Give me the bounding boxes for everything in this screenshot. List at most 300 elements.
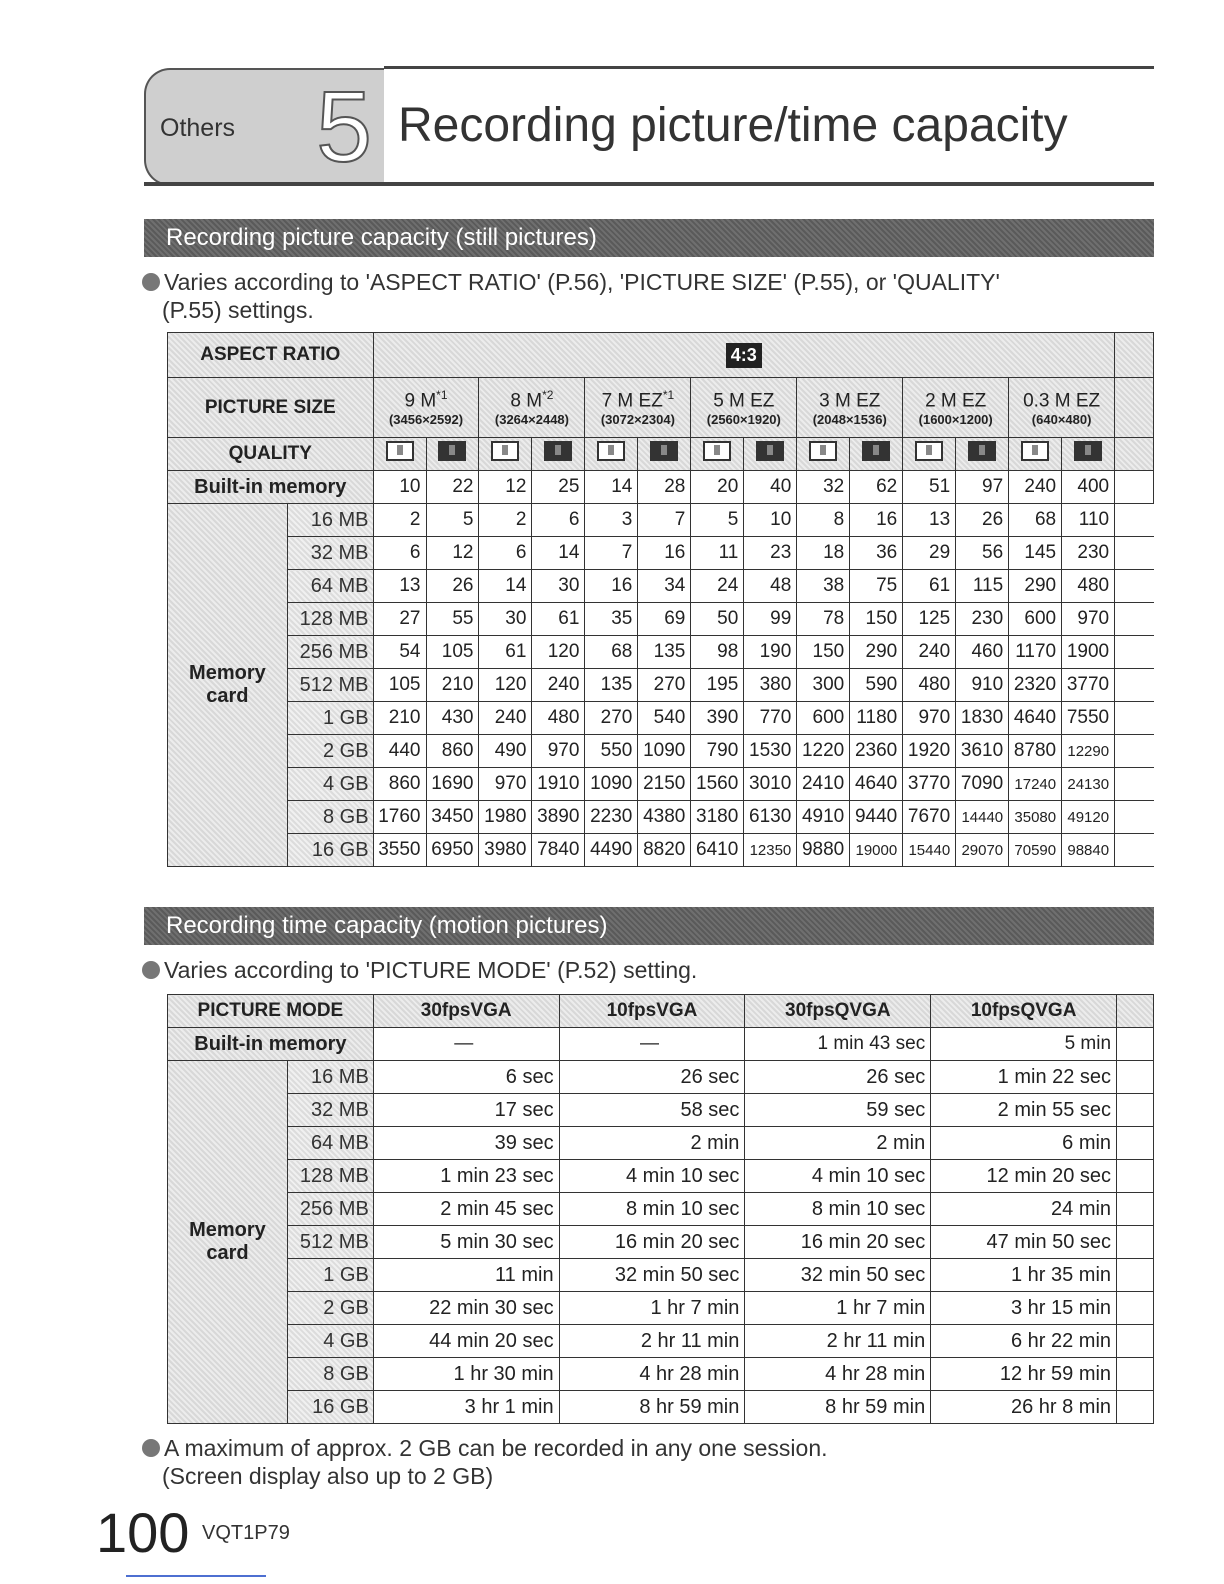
section-number: 5 [316,71,372,183]
capacity-value: 3180 [691,801,744,834]
capacity-value: 1220 [797,735,850,768]
quality-cell [638,438,691,471]
capacity-value: 14 [585,471,638,504]
picture-size-note: *2 [542,387,554,402]
time-value: 6 sec [373,1061,559,1094]
capacity-value: 38 [797,570,850,603]
time-value: 59 sec [745,1094,931,1127]
card-size: 64 MB [287,570,373,603]
capacity-value: 970 [532,735,585,768]
picture-size-note: *1 [662,387,675,402]
card-size: 4 GB [287,1325,373,1358]
capacity-value: 1530 [744,735,797,768]
capacity-value: 29 [903,537,956,570]
time-value: 12 min 20 sec [931,1160,1117,1193]
capacity-value: 35 [585,603,638,636]
capacity-value: 28 [638,471,691,504]
picture-size-note: *1 [436,387,448,402]
capacity-value: 17240 [1009,768,1062,801]
blank-cell [1115,702,1154,735]
blank-cell [1117,995,1154,1028]
footer-rule [126,1575,266,1577]
blank-cell [1115,603,1154,636]
capacity-value: 2320 [1009,669,1062,702]
blank-cell [1117,1160,1154,1193]
blank-cell [1115,735,1154,768]
capacity-value: 9880 [797,834,850,867]
capacity-value: 35080 [1009,801,1062,834]
capacity-value: 1560 [691,768,744,801]
picture-mode-1: 10fpsVGA [559,995,745,1028]
card-size: 1 GB [287,1259,373,1292]
capacity-value: 98840 [1062,834,1115,867]
capacity-value: 3010 [744,768,797,801]
capacity-value: 36 [850,537,903,570]
capacity-value: 3610 [956,735,1009,768]
still-section-band: Recording picture capacity (still pictures) [144,219,1154,257]
quality-cell [903,438,956,471]
picture-mode-0: 30fpsVGA [373,995,559,1028]
quality-standard-icon [968,441,996,461]
capacity-value: 56 [956,537,1009,570]
blank-cell [1117,1358,1154,1391]
card-size: 1 GB [287,702,373,735]
card-size: 32 MB [287,537,373,570]
capacity-value: 29070 [956,834,1009,867]
capacity-value: 3 [585,504,638,537]
capacity-value: 6410 [691,834,744,867]
capacity-value: 210 [426,669,479,702]
capacity-value: 13 [903,504,956,537]
quality-cell [691,438,744,471]
capacity-value: 6950 [426,834,479,867]
memory-card-label-line1: Memory [189,1219,266,1241]
capacity-value: 970 [1062,603,1115,636]
builtin-memory-row [168,1028,1154,1061]
capacity-value: 390 [691,702,744,735]
picture-size-name: 0.3 M EZ [1023,390,1101,412]
capacity-value: 12350 [744,834,797,867]
memory-card-row [168,537,1154,570]
quality-standard-icon [862,441,890,461]
quality-cell [479,438,532,471]
picture-size-row [168,378,1154,438]
capacity-value: 69 [638,603,691,636]
capacity-value: 2150 [638,768,691,801]
time-value: 8 hr 59 min [745,1391,931,1424]
capacity-value: 770 [744,702,797,735]
time-value: 4 min 10 sec [745,1160,931,1193]
quality-standard-icon [544,441,572,461]
capacity-value: 25 [532,471,585,504]
capacity-value: 3890 [532,801,585,834]
capacity-value: 4380 [638,801,691,834]
capacity-value: 2360 [850,735,903,768]
capacity-value: 105 [373,669,426,702]
card-size: 512 MB [287,1226,373,1259]
capacity-value: 8820 [638,834,691,867]
capacity-value: 50 [691,603,744,636]
picture-mode-3: 10fpsQVGA [931,995,1117,1028]
time-value: 26 sec [745,1061,931,1094]
capacity-value: 110 [1062,504,1115,537]
memory-card-row [168,735,1154,768]
memory-card-label-line2: card [206,685,249,707]
memory-card-row [168,834,1154,867]
blank-cell [1117,1391,1154,1424]
blank-cell [1115,537,1154,570]
memory-card-label [168,1061,288,1424]
capacity-value: 1170 [1009,636,1062,669]
capacity-value: 24 [691,570,744,603]
quality-fine-icon [1021,441,1049,461]
capacity-value: 600 [797,702,850,735]
capacity-value: 2 [479,504,532,537]
quality-cell [532,438,585,471]
capacity-value: 380 [744,669,797,702]
quality-cell [426,438,479,471]
capacity-value: 300 [797,669,850,702]
quality-cell [956,438,1009,471]
capacity-value: 16 [585,570,638,603]
card-size: 256 MB [287,1193,373,1226]
capacity-value: 1830 [956,702,1009,735]
blank-cell [1115,378,1154,438]
document-code: VQT1P79 [202,1522,290,1544]
time-value: 26 hr 8 min [931,1391,1117,1424]
memory-card-row [168,570,1154,603]
time-value: 1 hr 30 min [373,1358,559,1391]
picture-size-name: 7 M EZ [601,390,663,412]
quality-standard-icon [756,441,784,461]
capacity-value: 14 [479,570,532,603]
capacity-value: 30 [532,570,585,603]
time-value: 5 min [931,1028,1117,1061]
capacity-value: 190 [744,636,797,669]
capacity-value: 230 [1062,537,1115,570]
motion-note-text: Varies according to 'PICTURE MODE' (P.52) setting. [164,957,698,983]
capacity-value: 1980 [479,801,532,834]
capacity-value: 1760 [373,801,426,834]
time-value: 47 min 50 sec [931,1226,1117,1259]
capacity-value: 48 [744,570,797,603]
time-value: 1 min 43 sec [745,1028,931,1061]
time-value: 8 min 10 sec [745,1193,931,1226]
time-value: 8 min 10 sec [559,1193,745,1226]
builtin-memory-row [168,471,1154,504]
picture-size-4 [797,378,903,438]
time-value: 32 min 50 sec [745,1259,931,1292]
capacity-value: 22 [426,471,479,504]
quality-label: QUALITY [168,438,374,471]
capacity-value: 125 [903,603,956,636]
bullet-icon [142,961,160,979]
blank-cell [1115,669,1154,702]
memory-card-row [168,1226,1154,1259]
capacity-value: 4910 [797,801,850,834]
memory-card-row [168,1094,1154,1127]
card-size: 256 MB [287,636,373,669]
capacity-value: 24130 [1062,768,1115,801]
time-value: 1 hr 7 min [559,1292,745,1325]
capacity-value: 5 [691,504,744,537]
capacity-value: 68 [585,636,638,669]
blank-cell [1115,438,1154,471]
blank-cell [1117,1061,1154,1094]
capacity-value: 7090 [956,768,1009,801]
capacity-value: 14 [532,537,585,570]
capacity-value: 790 [691,735,744,768]
blank-cell [1117,1094,1154,1127]
quality-fine-icon [386,441,414,461]
time-value: 2 min [745,1127,931,1160]
capacity-value: 2410 [797,768,850,801]
card-size: 128 MB [287,1160,373,1193]
capacity-value: 1690 [426,768,479,801]
capacity-value: 26 [956,504,1009,537]
capacity-value: 16 [638,537,691,570]
capacity-value: 460 [956,636,1009,669]
page-title: Recording picture/time capacity [398,99,1068,152]
footer-note-line2: (Screen display also up to 2 GB) [162,1463,494,1489]
picture-size-2 [585,378,691,438]
time-value: 3 hr 15 min [931,1292,1117,1325]
capacity-value: 40 [744,471,797,504]
capacity-value: 34 [638,570,691,603]
capacity-value: 860 [426,735,479,768]
blank-cell [1115,333,1154,378]
capacity-value: 1900 [1062,636,1115,669]
capacity-value: 970 [903,702,956,735]
time-value: 1 hr 35 min [931,1259,1117,1292]
motion-section-band: Recording time capacity (motion pictures) [144,907,1154,945]
capacity-value: 26 [426,570,479,603]
card-size: 16 GB [287,1391,373,1424]
capacity-value: 970 [479,768,532,801]
time-value: 1 min 23 sec [373,1160,559,1193]
time-value: 4 hr 28 min [745,1358,931,1391]
card-size: 32 MB [287,1094,373,1127]
capacity-value: 400 [1062,471,1115,504]
capacity-value: 27 [373,603,426,636]
memory-card-row [168,801,1154,834]
capacity-value: 3770 [1062,669,1115,702]
capacity-value: 2 [373,504,426,537]
header-rule-top [384,66,1154,69]
blank-cell [1117,1028,1154,1061]
footer-note [142,1434,828,1490]
page-number: 100 [96,1501,190,1564]
capacity-value: 1180 [850,702,903,735]
builtin-memory-label: Built-in memory [168,471,374,504]
capacity-value: 7 [638,504,691,537]
capacity-value: 99 [744,603,797,636]
still-capacity-table [167,332,1154,867]
time-value: 39 sec [373,1127,559,1160]
capacity-value: 62 [850,471,903,504]
capacity-value: 150 [850,603,903,636]
quality-fine-icon [915,441,943,461]
capacity-value: 9440 [850,801,903,834]
picture-size-5 [903,378,1009,438]
memory-card-row [168,1358,1154,1391]
picture-size-name: 3 M EZ [819,390,881,412]
capacity-value: 68 [1009,504,1062,537]
capacity-value: 6 [532,504,585,537]
capacity-value: 860 [373,768,426,801]
aspect-ratio-label: ASPECT RATIO [168,333,374,378]
still-note [142,268,1000,324]
capacity-value: 75 [850,570,903,603]
time-value: 1 hr 7 min [745,1292,931,1325]
capacity-value: 3770 [903,768,956,801]
capacity-value: 61 [903,570,956,603]
time-value: 12 hr 59 min [931,1358,1117,1391]
motion-capacity-table [167,994,1154,1424]
header-rule-bottom [144,182,1154,186]
capacity-value: 1090 [585,768,638,801]
capacity-value: 105 [426,636,479,669]
section-label: Others [160,114,236,142]
capacity-value: 19000 [850,834,903,867]
capacity-value: 61 [479,636,532,669]
aspect-ratio-value: 4:3 [726,343,762,368]
capacity-value: 7840 [532,834,585,867]
picture-mode-label: PICTURE MODE [168,995,374,1028]
still-note-line1: Varies according to 'ASPECT RATIO' (P.56), 'PICTURE SIZE' (P.55), or 'QUALITY' [164,269,1000,295]
blank-cell [1117,1259,1154,1292]
capacity-value: 1090 [638,735,691,768]
capacity-value: 10 [744,504,797,537]
time-value: 2 hr 11 min [559,1325,745,1358]
time-value: 58 sec [559,1094,745,1127]
capacity-value: 32 [797,471,850,504]
time-value: 16 min 20 sec [745,1226,931,1259]
memory-card-label-line2: card [206,1242,249,1264]
time-value: 5 min 30 sec [373,1226,559,1259]
capacity-value: 14440 [956,801,1009,834]
memory-card-row [168,1127,1154,1160]
capacity-value: 4490 [585,834,638,867]
aspect-ratio-row [168,333,1154,378]
capacity-value: 910 [956,669,1009,702]
picture-size-name: 8 M [510,390,543,412]
picture-size-label: PICTURE SIZE [168,378,374,438]
motion-note [142,956,697,984]
time-value: 2 min 55 sec [931,1094,1117,1127]
time-value: 16 min 20 sec [559,1226,745,1259]
capacity-value: 12290 [1062,735,1115,768]
capacity-value: 480 [1062,570,1115,603]
quality-fine-icon [809,441,837,461]
time-value: 8 hr 59 min [559,1391,745,1424]
blank-cell [1115,504,1154,537]
time-value: 22 min 30 sec [373,1292,559,1325]
card-size: 16 MB [287,504,373,537]
capacity-value: 135 [585,669,638,702]
capacity-value: 10 [373,471,426,504]
card-size: 16 MB [287,1061,373,1094]
capacity-value: 290 [850,636,903,669]
capacity-value: 600 [1009,603,1062,636]
capacity-value: 240 [1009,471,1062,504]
blank-cell [1115,834,1154,867]
capacity-value: 7670 [903,801,956,834]
capacity-value: 540 [638,702,691,735]
card-size: 128 MB [287,603,373,636]
time-value: 3 hr 1 min [373,1391,559,1424]
blank-cell [1117,1127,1154,1160]
capacity-value: 8780 [1009,735,1062,768]
quality-standard-icon [1074,441,1102,461]
memory-card-row [168,1061,1154,1094]
blank-cell [1115,801,1154,834]
capacity-value: 12 [479,471,532,504]
capacity-value: 49120 [1062,801,1115,834]
capacity-value: 3980 [479,834,532,867]
blank-cell [1117,1226,1154,1259]
capacity-value: 550 [585,735,638,768]
card-size: 2 GB [287,735,373,768]
capacity-value: 97 [956,471,1009,504]
capacity-value: 70590 [1009,834,1062,867]
capacity-value: 54 [373,636,426,669]
capacity-value: 7550 [1062,702,1115,735]
capacity-value: 1910 [532,768,585,801]
time-value: — [373,1028,559,1061]
memory-card-row [168,669,1154,702]
memory-card-label-line1: Memory [189,662,266,684]
quality-cell [744,438,797,471]
memory-card-row [168,1193,1154,1226]
time-value: 24 min [931,1193,1117,1226]
capacity-value: 6 [373,537,426,570]
capacity-value: 135 [638,636,691,669]
capacity-value: 120 [532,636,585,669]
capacity-value: 1920 [903,735,956,768]
picture-size-6 [1009,378,1115,438]
capacity-value: 115 [956,570,1009,603]
capacity-value: 240 [903,636,956,669]
aspect-ratio-cell [373,333,1115,378]
card-size: 16 GB [287,834,373,867]
time-value: 32 min 50 sec [559,1259,745,1292]
card-size: 2 GB [287,1292,373,1325]
picture-size-3 [691,378,797,438]
capacity-value: 230 [956,603,1009,636]
blank-cell [1115,471,1154,504]
bullet-icon [142,1439,160,1457]
memory-card-row [168,603,1154,636]
quality-cell [1009,438,1062,471]
memory-card-row [168,636,1154,669]
capacity-value: 6 [479,537,532,570]
capacity-value: 3450 [426,801,479,834]
capacity-value: 5 [426,504,479,537]
capacity-value: 210 [373,702,426,735]
time-value: 11 min [373,1259,559,1292]
picture-size-name: 9 M [404,390,437,412]
quality-cell [797,438,850,471]
memory-card-row [168,768,1154,801]
time-value: 2 hr 11 min [745,1325,931,1358]
capacity-value: 150 [797,636,850,669]
capacity-value: 78 [797,603,850,636]
capacity-value: 240 [532,669,585,702]
capacity-value: 20 [691,471,744,504]
capacity-value: 18 [797,537,850,570]
blank-cell [1115,570,1154,603]
